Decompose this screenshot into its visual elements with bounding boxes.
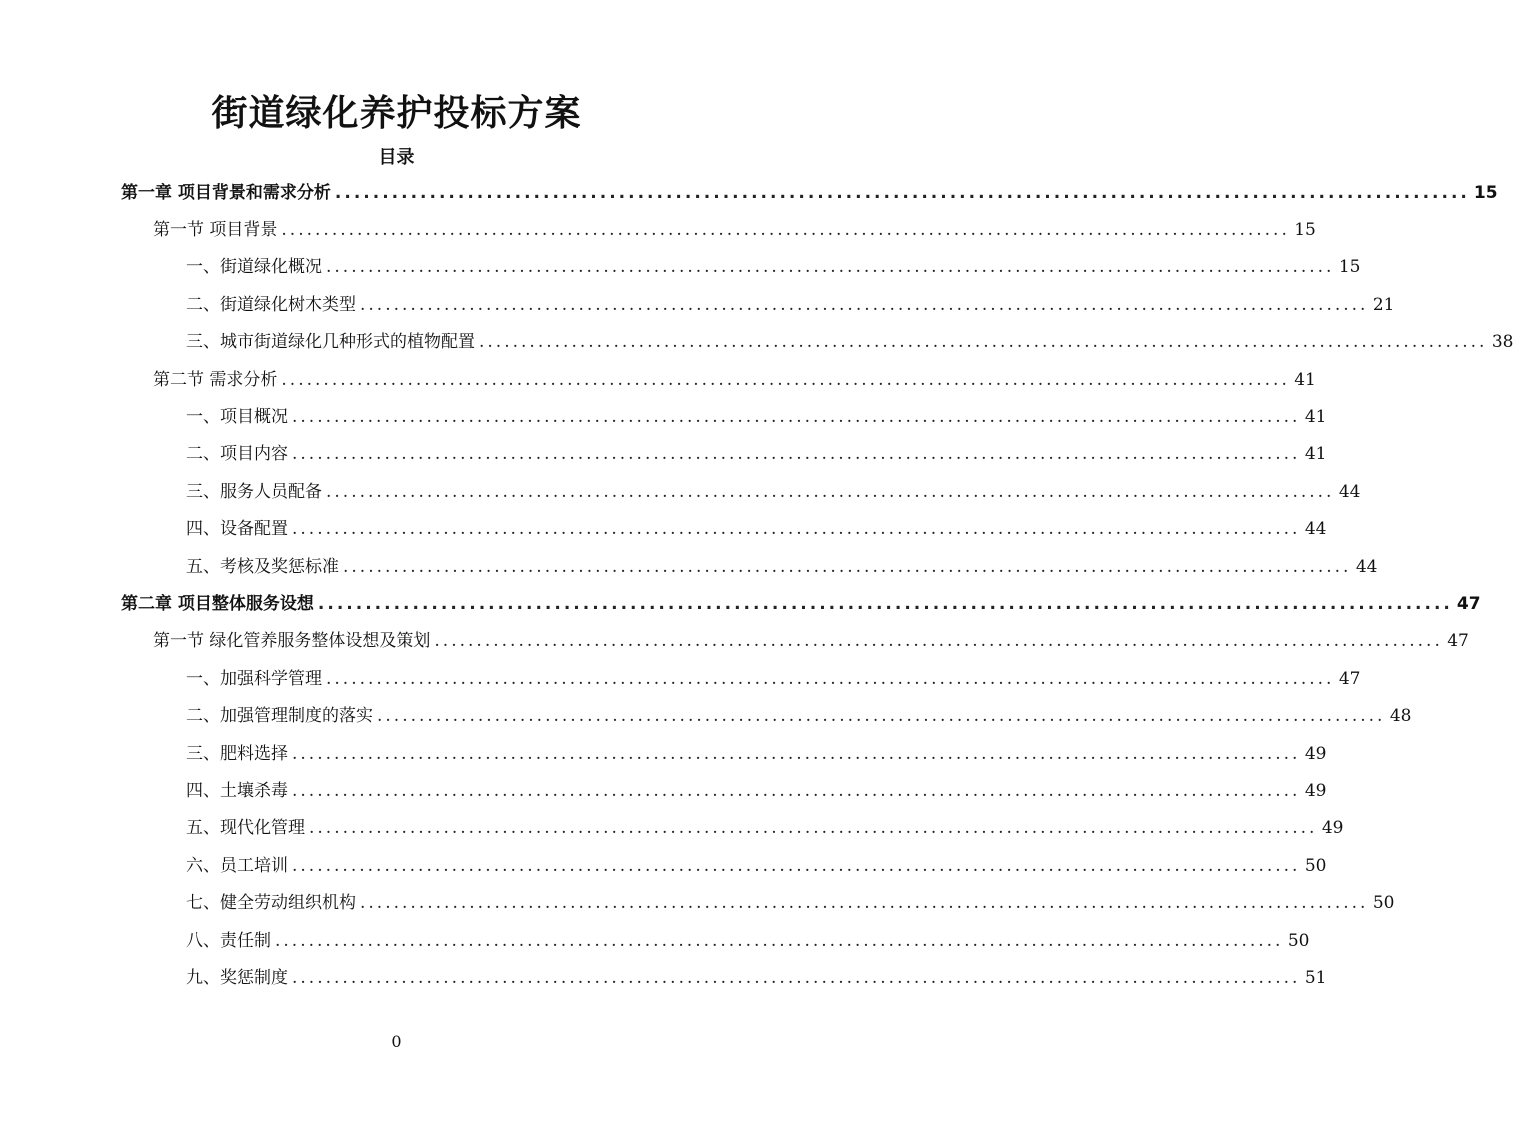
dot-leader: ........................................................................................................................ [326,257,1335,278]
toc-entry-page: 47 [1456,593,1481,614]
toc-entry-label: 五、考核及奖惩标准 [186,556,339,577]
toc-entry-item[interactable] [0,436,1327,473]
toc-entry-label: 九、奖惩制度 [186,967,288,988]
dot-leader: ........................................................................................................................ [434,631,1443,652]
dot-leader: ........................................................................................................................ [281,220,1290,241]
page-number: 0 [391,1032,402,1051]
toc-entry-page: 50 [1287,930,1310,951]
toc-entry-item[interactable] [0,884,1395,921]
toc-entry-item[interactable] [0,772,1327,809]
toc-entry-label: 三、服务人员配备 [186,481,322,502]
toc-entry-item[interactable] [0,398,1327,435]
toc-entry-item[interactable] [0,548,1378,585]
toc-entry-page: 41 [1294,369,1316,390]
toc-entry-page: 15 [1473,182,1498,203]
dot-leader: ........................................................................................................................ [281,369,1290,390]
toc-entry-item[interactable] [0,511,1327,548]
toc-entry-label: 四、土壤杀毒 [186,780,288,801]
toc-entry-page: 49 [1304,780,1327,801]
dot-leader: ........................................................................................................................ [360,294,1369,315]
toc-entry-page: 15 [1338,257,1361,278]
toc-entry-label: 四、设备配置 [186,519,288,540]
toc-entry-page: 21 [1372,294,1395,315]
dot-leader: ........................................................................................................................ [275,930,1284,951]
toc-entry-page: 49 [1304,743,1327,764]
toc-entry-label: 三、城市街道绿化几种形式的植物配置 [186,332,475,353]
dot-leader: ........................................................................................................................ [292,743,1301,764]
toc-entry-item[interactable] [0,697,1412,734]
dot-leader: ........................................................................................................................ [326,668,1335,689]
toc-entry-section[interactable] [0,211,1316,248]
dot-leader: ........................................................................................................................ [360,893,1369,914]
toc-entry-page: 51 [1304,967,1327,988]
toc-entry-item[interactable] [0,249,1361,286]
toc-entry-page: 44 [1338,481,1361,502]
toc-entry-label: 二、街道绿化树木类型 [186,294,356,315]
toc-entry-page: 50 [1372,893,1395,914]
toc-entry-page: 44 [1355,556,1378,577]
dot-leader: ........................................................................................................................ [292,407,1301,428]
toc-entry-item[interactable] [0,847,1327,884]
toc-entry-chapter-2[interactable] [0,585,1481,622]
toc-entry-label: 一、街道绿化概况 [186,257,322,278]
dot-leader: ........................................................................................................................ [326,481,1335,502]
dot-leader: ........................................................................................................................ [309,818,1318,839]
toc-entry-page: 49 [1321,818,1344,839]
toc-entry-label: 二、加强管理制度的落实 [186,706,373,727]
toc-entry-page: 41 [1304,444,1327,465]
toc-entry-item[interactable] [0,324,1513,361]
toc-entry-section[interactable] [0,623,1469,660]
toc-entry-item[interactable] [0,959,1327,996]
toc-entry-label: 五、现代化管理 [186,818,305,839]
dot-leader: ........................................................................................................................ [292,967,1301,988]
dot-leader: ........................................................................................................................ [343,556,1352,577]
toc-entry-item[interactable] [0,286,1395,323]
toc-entry-label: 七、健全劳动组织机构 [186,893,356,914]
toc-entry-label: 六、员工培训 [186,855,288,876]
dot-leader: ........................................................................................................................ [292,855,1301,876]
dot-leader: ........................................................................................................................ [334,182,1470,203]
toc-entry-item[interactable] [0,810,1344,847]
table-of-contents [0,174,1513,997]
toc-entry-item[interactable] [0,735,1327,772]
dot-leader: ........................................................................................................................ [479,332,1488,353]
toc-entry-label: 第一节 项目背景 [153,220,278,241]
toc-entry-label: 八、责任制 [186,930,271,951]
toc-entry-page: 15 [1294,220,1316,241]
toc-entry-page: 47 [1338,668,1361,689]
toc-entry-page: 44 [1304,519,1327,540]
toc-entry-label: 第二节 需求分析 [153,369,278,390]
toc-heading: 目录 [378,147,415,168]
dot-leader: ........................................................................................................................ [317,593,1453,614]
dot-leader: ........................................................................................................................ [292,444,1301,465]
document-title: 街道绿化养护投标方案 [211,93,582,134]
toc-entry-label: 第一节 绿化管养服务整体设想及策划 [153,631,431,652]
toc-entry-label: 一、加强科学管理 [186,668,322,689]
toc-entry-label: 第二章 项目整体服务设想 [121,593,314,614]
toc-entry-page: 41 [1304,407,1327,428]
toc-entry-page: 48 [1389,706,1412,727]
toc-entry-label: 第一章 项目背景和需求分析 [121,182,331,203]
dot-leader: ........................................................................................................................ [377,706,1386,727]
toc-entry-item[interactable] [0,922,1310,959]
toc-entry-page: 38 [1491,332,1513,353]
toc-entry-item[interactable] [0,660,1361,697]
toc-entry-chapter-1[interactable] [0,174,1498,211]
toc-entry-label: 三、肥料选择 [186,743,288,764]
toc-entry-label: 一、项目概况 [186,407,288,428]
toc-entry-label: 二、项目内容 [186,444,288,465]
toc-entry-page: 47 [1447,631,1469,652]
dot-leader: ........................................................................................................................ [292,780,1301,801]
dot-leader: ........................................................................................................................ [292,519,1301,540]
toc-entry-item[interactable] [0,473,1361,510]
toc-entry-section[interactable] [0,361,1316,398]
toc-entry-page: 50 [1304,855,1327,876]
